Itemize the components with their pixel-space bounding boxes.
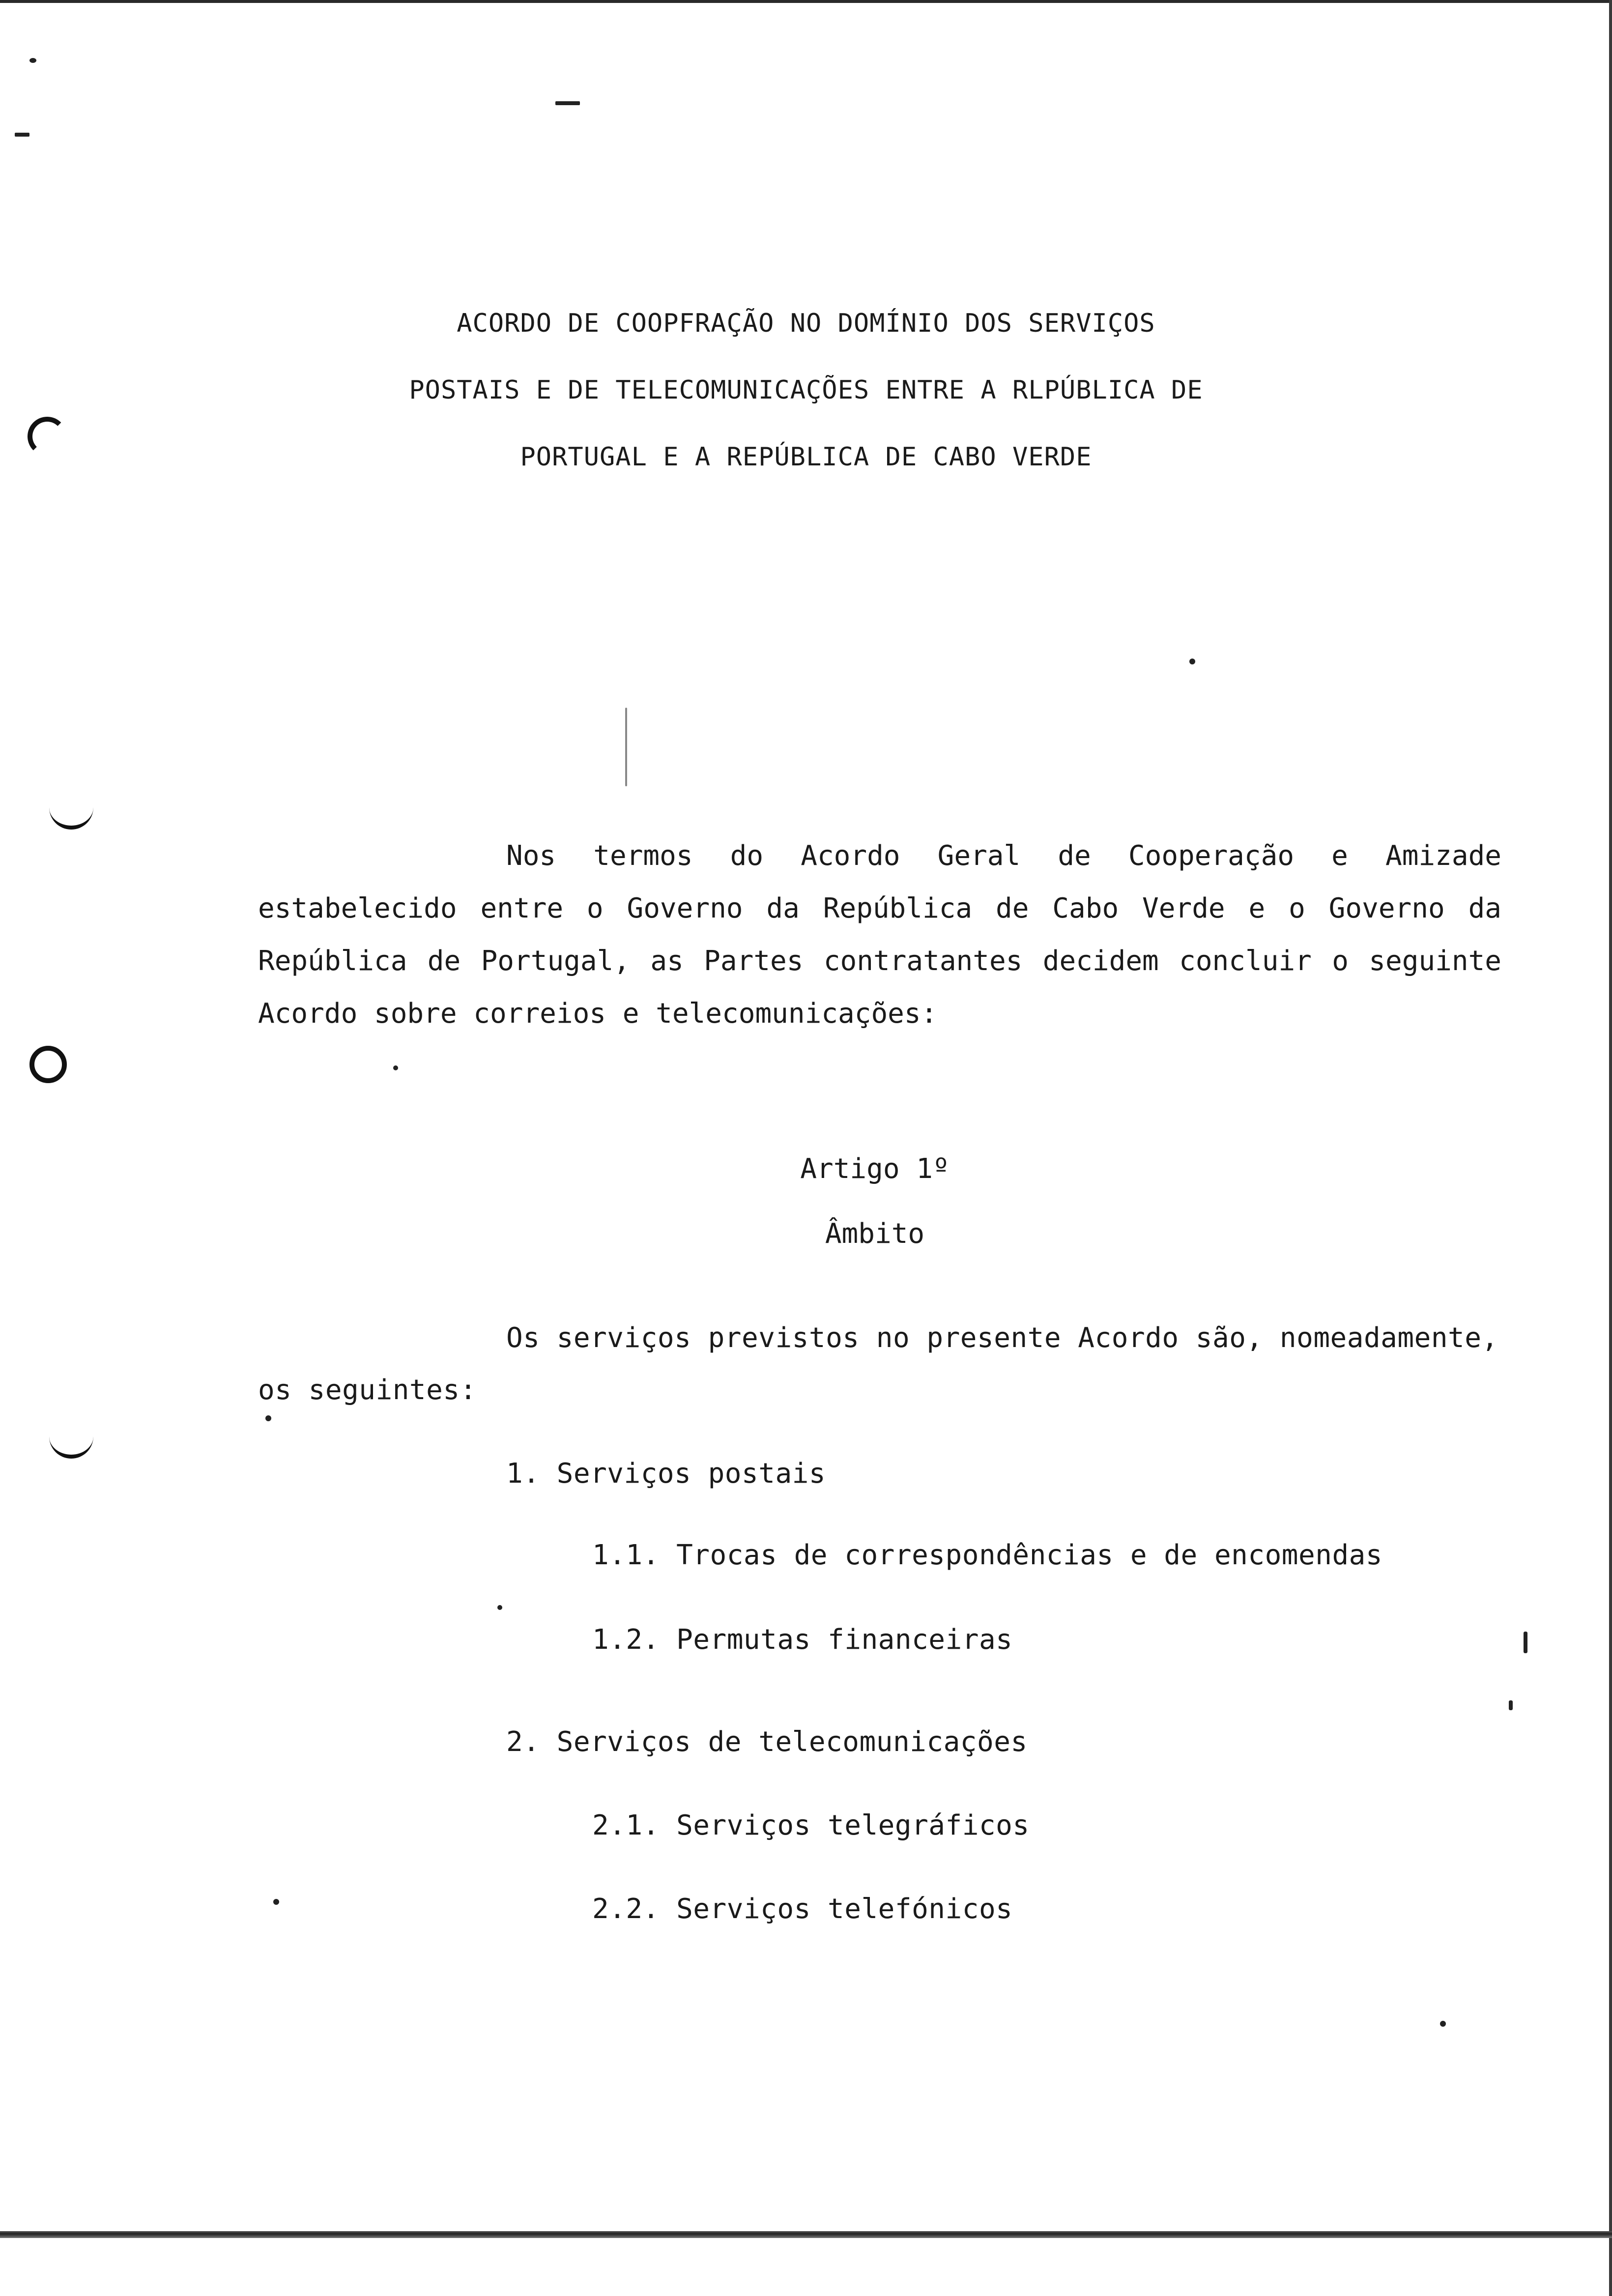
article-intro-line-2: os seguintes: (258, 1374, 477, 1406)
list-item-1: 1. Serviços postais (506, 1458, 826, 1490)
speck (393, 1065, 398, 1070)
speck (555, 101, 580, 105)
list-item-2-1: 2.1. Serviços telegráficos (592, 1809, 1030, 1841)
margin-mark-2 (49, 1435, 93, 1459)
speck (1509, 1700, 1513, 1710)
speck (15, 133, 29, 137)
page-right-edge (1609, 0, 1612, 2296)
speck (1524, 1632, 1527, 1653)
speck (1440, 2021, 1446, 2027)
speck (497, 1605, 502, 1610)
speck (625, 708, 627, 786)
document-title-line-1: ACORDO DE COOPFRAÇÃO NO DOMÍNIO DOS SERVIÇOS (457, 309, 1155, 338)
preamble-paragraph: Nos termos do Acordo Geral de Cooperação e Amizade estabelecido entre o Governo da República de Cabo Verde e o Governo da República de Portugal, as Partes contratantes decidem concluir o seguinte Acordo sobre correios e telecomunicações: (258, 840, 1501, 1030)
speck (273, 1899, 279, 1905)
speck (265, 1415, 271, 1421)
list-item-2: 2. Serviços de telecomunicações (506, 1726, 1028, 1758)
punch-hole-middle (29, 1046, 67, 1083)
article-intro-line-1: Os serviços previstos no presente Acordo são, nomeadamente, (506, 1322, 1498, 1354)
document-title-line-2: POSTAIS E DE TELECOMUNICAÇÕES ENTRE A RLPÚBLICA DE (409, 375, 1203, 405)
document-title-line-3: PORTUGAL E A REPÚBLICA DE CABO VERDE (520, 442, 1092, 472)
margin-mark-1 (49, 806, 93, 830)
list-item-1-1: 1.1. Trocas de correspondências e de encomendas (592, 1539, 1383, 1571)
speck (1189, 659, 1195, 664)
list-item-2-2: 2.2. Serviços telefónicos (592, 1893, 1013, 1925)
list-item-1-2: 1.2. Permutas financeiras (592, 1624, 1013, 1656)
page-top-edge (0, 0, 1612, 3)
speck (29, 58, 36, 63)
bottom-scan-edge (0, 2231, 1612, 2238)
article-subheading: Âmbito (825, 1218, 925, 1250)
article-heading: Artigo 1º (800, 1153, 950, 1185)
